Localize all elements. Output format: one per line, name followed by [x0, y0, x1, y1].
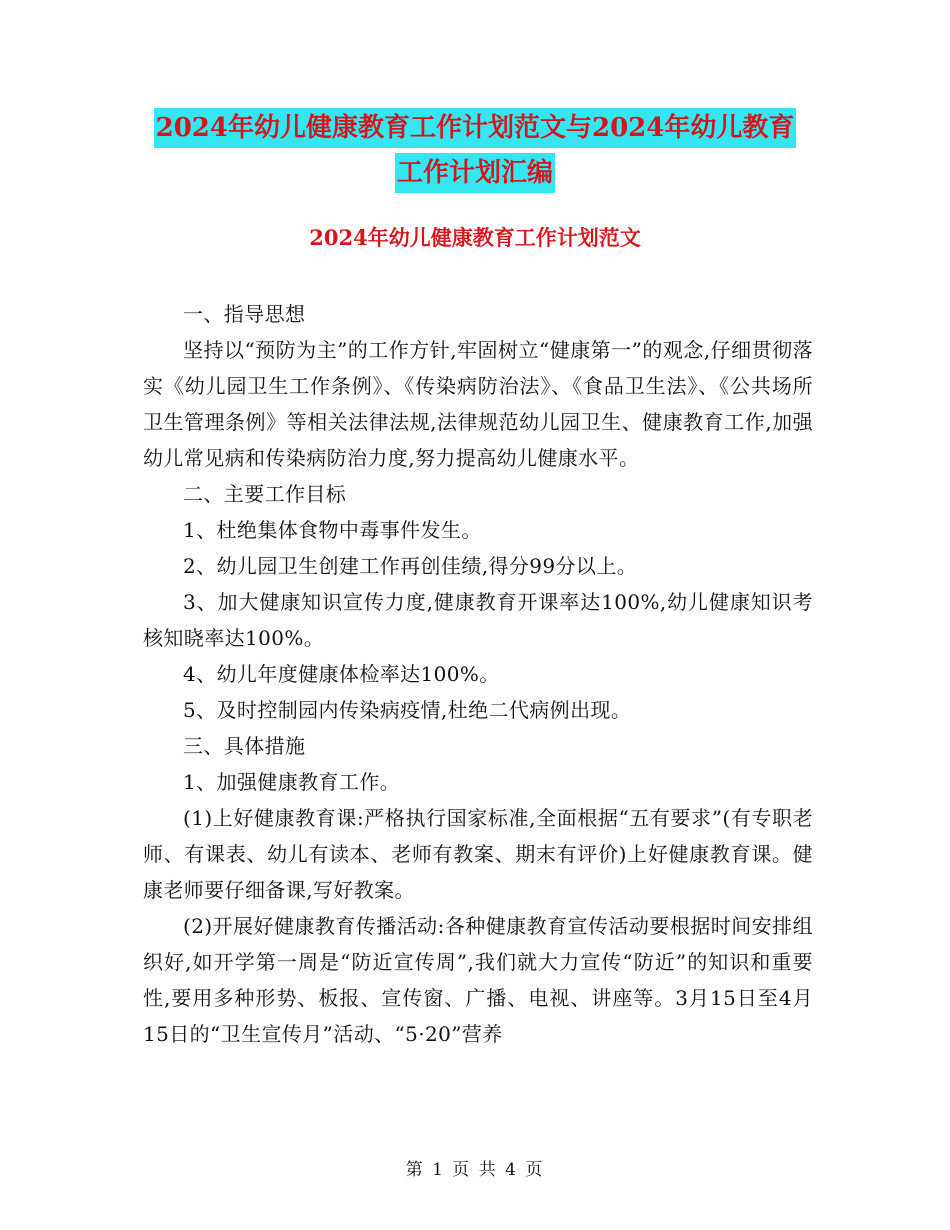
- heading-guiding-thought: 一、指导思想: [183, 302, 306, 326]
- document-body: [143, 296, 813, 1052]
- document-title-line-1: 2024年幼儿健康教育工作计划范文与2024年幼儿教育: [154, 108, 797, 148]
- section-heading: 2024年幼儿健康教育工作计划范文: [309, 225, 641, 250]
- goal-item-1: 1、杜绝集体食物中毒事件发生。: [183, 518, 482, 542]
- heading-measures: 三、具体措施: [183, 734, 306, 758]
- measure-subitem-2: (2)开展好健康教育传播活动:各种健康教育宣传活动要根据时间安排组织好,如开学第一周是“防近宣传周”,我们就大力宣传“防近”的知识和重要性,要用多种形势、板报、宣传窗、广播、电视、讲座等。3月15日至4月15日的“卫生宣传月”活动、“5·20”营养: [143, 914, 813, 1046]
- document-title-line-2: 工作计划汇编: [395, 153, 555, 193]
- measure-subitem-1: (1)上好健康教育课:严格执行国家标准,全面根据“五有要求”(有专职老师、有课表、幼儿有读本、老师有教案、期末有评价)上好健康教育课。健康老师要仔细备课,写好教案。: [143, 806, 813, 902]
- measure-item-1: 1、加强健康教育工作。: [183, 770, 401, 794]
- goal-item-3: 3、加大健康知识宣传力度,健康教育开课率达100%,幼儿健康知识考核知晓率达100%。: [143, 590, 813, 650]
- paragraph-guiding-thought: 坚持以“预防为主”的工作方针,牢固树立“健康第一”的观念,仔细贯彻落实《幼儿园卫生工作条例》、《传染病防治法》、《食品卫生法》、《公共场所卫生管理条例》等相关法律法规,法律规范幼儿园卫生、健康教育工作,加强幼儿常见病和传染病防治力度,努力提高幼儿健康水平。: [143, 338, 813, 470]
- goal-item-4: 4、幼儿年度健康体检率达100%。: [183, 662, 500, 686]
- page-footer: 第 1 页 共 4 页: [405, 1160, 545, 1180]
- heading-main-goals: 二、主要工作目标: [183, 482, 347, 506]
- goal-item-5: 5、及时控制园内传染病疫情,杜绝二代病例出现。: [183, 698, 632, 722]
- goal-item-2: 2、幼儿园卫生创建工作再创佳绩,得分99分以上。: [183, 554, 638, 578]
- document-title: [0, 108, 950, 198]
